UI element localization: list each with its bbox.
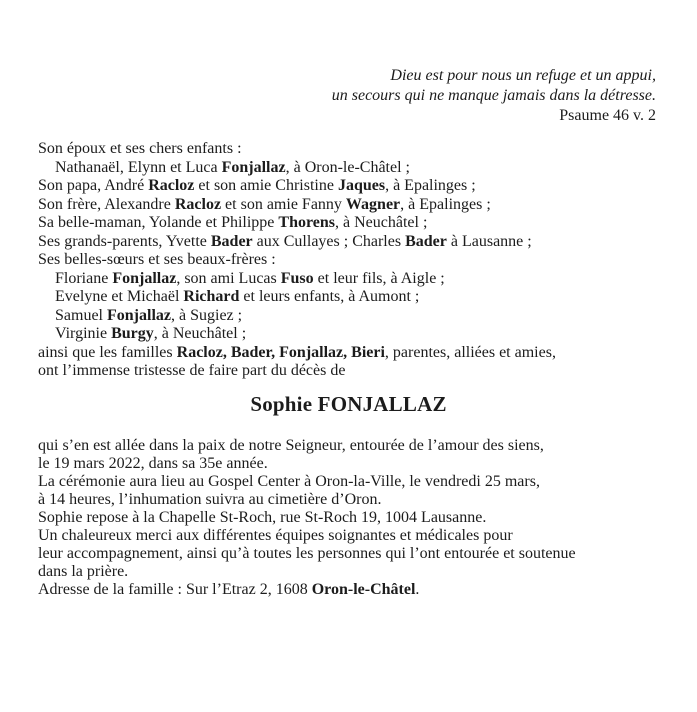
text-segment: dans la prière. <box>38 562 129 580</box>
text-line <box>38 214 667 233</box>
text-segment: La cérémonie aura lieu au Gospel Center à Oron-la-Ville, le vendredi 25 mars, <box>38 472 540 490</box>
text-line <box>38 437 667 455</box>
text-line <box>38 563 667 581</box>
bold-name-segment: Fonjallaz <box>107 306 171 324</box>
text-segment: , à Epalinges ; <box>400 195 491 213</box>
deceased-name: Sophie FONJALLAZ <box>250 391 447 416</box>
ceremony-details <box>38 437 667 599</box>
text-line <box>38 251 667 270</box>
quote-attribution: Psaume 46 v. 2 <box>559 107 656 124</box>
text-line <box>38 491 667 509</box>
text-segment: et leur fils, à Aigle ; <box>313 269 445 287</box>
text-line <box>38 270 667 289</box>
text-line <box>38 325 667 344</box>
text-segment: Sophie repose à la Chapelle St-Roch, rue St-Roch 19, 1004 Lausanne. <box>38 508 487 526</box>
text-segment: leur accompagnement, ainsi qu’à toutes les personnes qui l’ont entourée et soutenue <box>38 544 576 562</box>
bold-name-segment: Bader <box>210 232 253 250</box>
text-segment: ainsi que les familles <box>38 343 177 361</box>
bold-name-segment: Fuso <box>280 269 314 287</box>
text-segment: Ses belles-sœurs et ses beaux-frères : <box>38 251 276 268</box>
text-segment: et son amie Christine <box>194 177 338 194</box>
text-segment: qui s’en est allée dans la paix de notre Seigneur, entourée de l’amour des siens, <box>38 436 544 454</box>
bold-name-segment: Racloz <box>148 177 195 194</box>
text-segment: , à Epalinges ; <box>385 177 476 194</box>
bold-name-segment: Fonjallaz <box>112 269 177 287</box>
scripture-quote <box>0 0 656 126</box>
text-segment: , son ami Lucas <box>176 269 281 287</box>
bold-name-segment: Richard <box>183 288 240 305</box>
quote-line: Dieu est pour nous un refuge et un appui, <box>390 67 656 84</box>
text-line <box>38 159 667 178</box>
text-segment: Ses grands-parents, Yvette <box>38 232 211 250</box>
bold-name-segment: Burgy <box>111 325 154 342</box>
bold-name-segment: Jaques <box>337 177 386 194</box>
family-list <box>38 140 667 381</box>
text-segment: Un chaleureux merci aux différentes équipes soignantes et médicales pour <box>38 526 513 544</box>
text-segment: aux Cullayes ; Charles <box>252 232 406 250</box>
text-line <box>38 527 667 545</box>
text-segment: , à Sugiez ; <box>171 306 243 324</box>
quote-line: un secours qui ne manque jamais dans la détresse. <box>331 87 656 104</box>
text-segment: ont l’immense tristesse de faire part du décès de <box>38 362 346 379</box>
text-segment: à Lausanne ; <box>446 232 532 250</box>
text-line <box>38 455 667 473</box>
text-line <box>38 196 667 215</box>
text-line <box>38 581 667 599</box>
text-segment: Floriane <box>55 269 113 287</box>
text-segment: le 19 mars 2022, dans sa 35e année. <box>38 454 268 472</box>
text-segment: , à Neuchâtel ; <box>153 325 247 342</box>
text-segment: Adresse de la famille : Sur l’Etraz 2, 1608 <box>38 580 312 598</box>
text-line <box>38 288 667 307</box>
text-segment: . <box>415 580 420 598</box>
text-line <box>38 177 667 196</box>
text-segment: , parentes, alliées et amies, <box>384 343 556 361</box>
text-segment: Son frère, Alexandre <box>38 195 175 213</box>
text-segment: à 14 heures, l’inhumation suivra au cimetière d’Oron. <box>38 490 382 508</box>
text-segment: Nathanaël, Elynn et Luca <box>55 158 222 176</box>
text-line <box>38 473 667 491</box>
text-segment: et leurs enfants, à Aumont ; <box>239 288 420 305</box>
text-segment: et son amie Fanny <box>221 195 346 213</box>
text-line <box>38 233 667 252</box>
text-segment: , à Neuchâtel ; <box>335 214 428 231</box>
text-line <box>38 509 667 527</box>
bold-name-segment: Wagner <box>345 195 401 213</box>
text-segment: Son papa, André <box>38 177 149 194</box>
text-segment: Evelyne et Michaël <box>55 288 184 305</box>
bold-name-segment: Bader <box>405 232 447 250</box>
bold-name-segment: Fonjallaz <box>221 158 286 176</box>
text-segment: Son époux et ses chers enfants : <box>38 140 242 157</box>
text-line <box>38 362 667 381</box>
bold-name-segment: Thorens <box>278 214 336 231</box>
text-line <box>38 344 667 363</box>
text-segment: , à Oron-le-Châtel ; <box>285 158 410 176</box>
bold-name-segment: Racloz, Bader, Fonjallaz, Bieri <box>176 343 385 361</box>
bold-name-segment: Oron-le-Châtel <box>311 580 416 598</box>
text-segment: Samuel <box>55 306 107 324</box>
text-segment: Virginie <box>55 325 112 342</box>
text-segment: Sa belle-maman, Yolande et Philippe <box>38 214 279 231</box>
text-line <box>38 545 667 563</box>
text-line <box>38 307 667 326</box>
bold-name-segment: Racloz <box>174 195 222 213</box>
text-line <box>38 140 667 159</box>
